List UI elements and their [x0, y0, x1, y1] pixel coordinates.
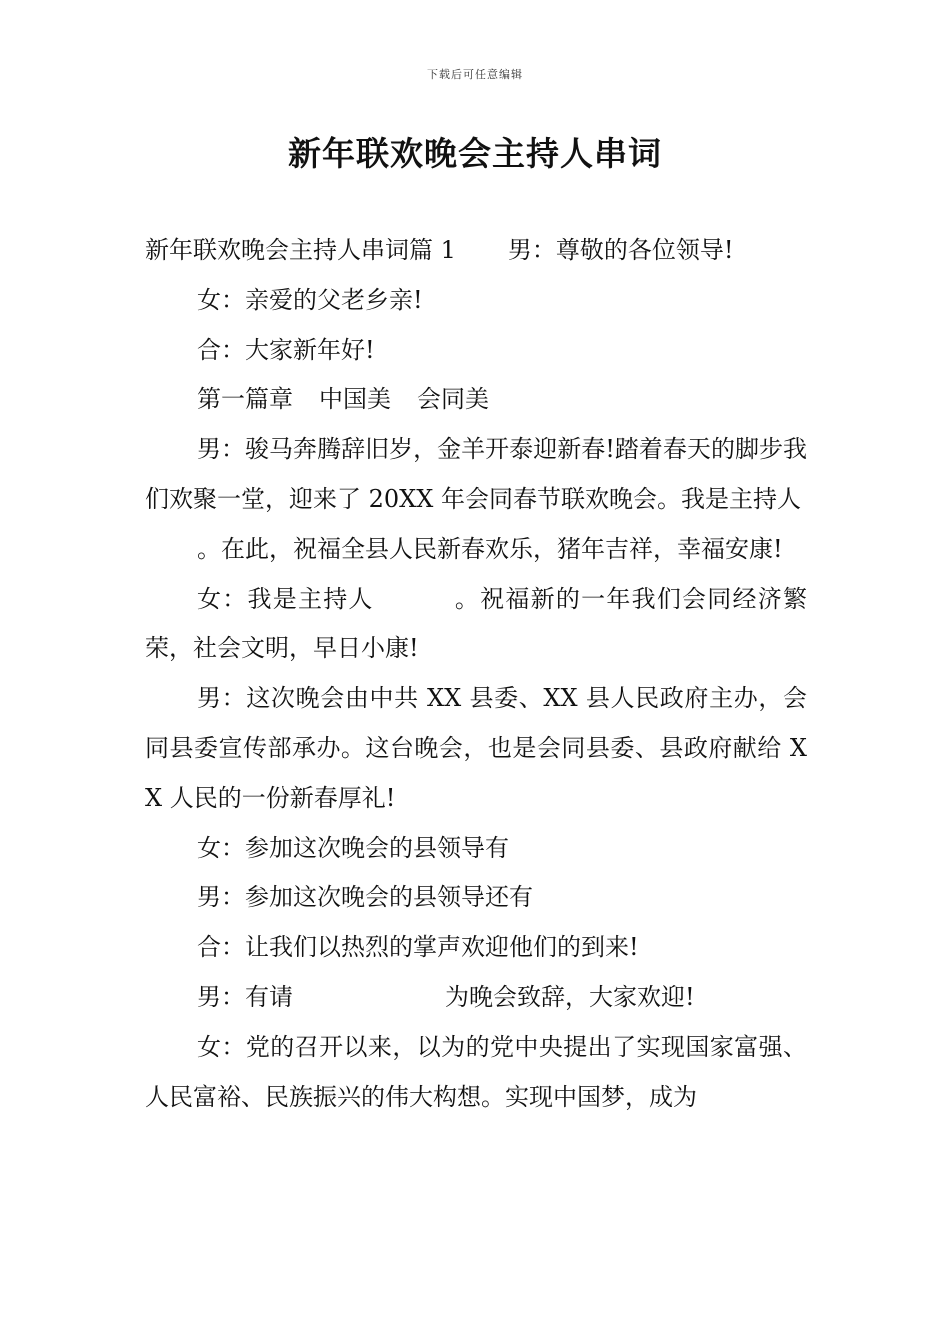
chapter-part: 会同美: [417, 385, 489, 414]
chapter-label: 第一篇章: [197, 385, 293, 414]
header-note: 下载后可任意编辑: [427, 68, 523, 81]
chapter-heading: [145, 375, 807, 425]
paragraph-12: [145, 973, 807, 1023]
paragraph-text: 男：有请: [197, 982, 293, 1011]
paragraph-10: 男：参加这次晚会的县领导还有: [197, 883, 533, 912]
paragraph-8: 男：这次晚会由中共 XX 县委、XX 县人民政府主办，会同县委宣传部承办。这台晚会，也是会同县委、县政府献给 XX 人民的一份新春厚礼!: [145, 684, 807, 812]
paragraph-2: 女：亲爱的父老乡亲!: [197, 285, 423, 314]
paragraph-9: 女：参加这次晚会的县领导有: [197, 833, 509, 862]
paragraph-5: 男：骏马奔腾辞旧岁，金羊开泰迎新春!踏着春天的脚步我们欢聚一堂，迎来了 20XX 年会同春节联欢晚会。我是主持人: [145, 435, 807, 513]
document-title: 新年联欢晚会主持人串词: [288, 134, 662, 173]
section-heading: 新年联欢晚会主持人串词篇 1: [145, 236, 456, 264]
paragraph-3: 合：大家新年好!: [197, 335, 375, 364]
paragraph-11: 合：让我们以热烈的掌声欢迎他们的到来!: [197, 933, 639, 962]
chapter-part: 中国美: [319, 385, 391, 414]
paragraph-text: 女：我是主持人: [197, 584, 374, 613]
paragraph-6: 。在此，祝福全县人民新春欢乐，猪年吉祥，幸福安康!: [197, 534, 783, 563]
paragraph-1: [145, 226, 807, 276]
paragraph-text: 。祝福新的一年我们会同经济繁荣，社会文明，早日小康!: [145, 584, 808, 663]
paragraph-text: 男：尊敬的各位领导!: [507, 236, 734, 264]
paragraph-13: 女：党的召开以来，以为的党中央提出了实现国家富强、人民富裕、民族振兴的伟大构想。实现中国梦，成为: [145, 1032, 807, 1111]
document-body: [145, 226, 807, 1122]
paragraph-7: [145, 575, 807, 675]
paragraph-text: 为晚会致辞，大家欢迎!: [445, 982, 695, 1011]
